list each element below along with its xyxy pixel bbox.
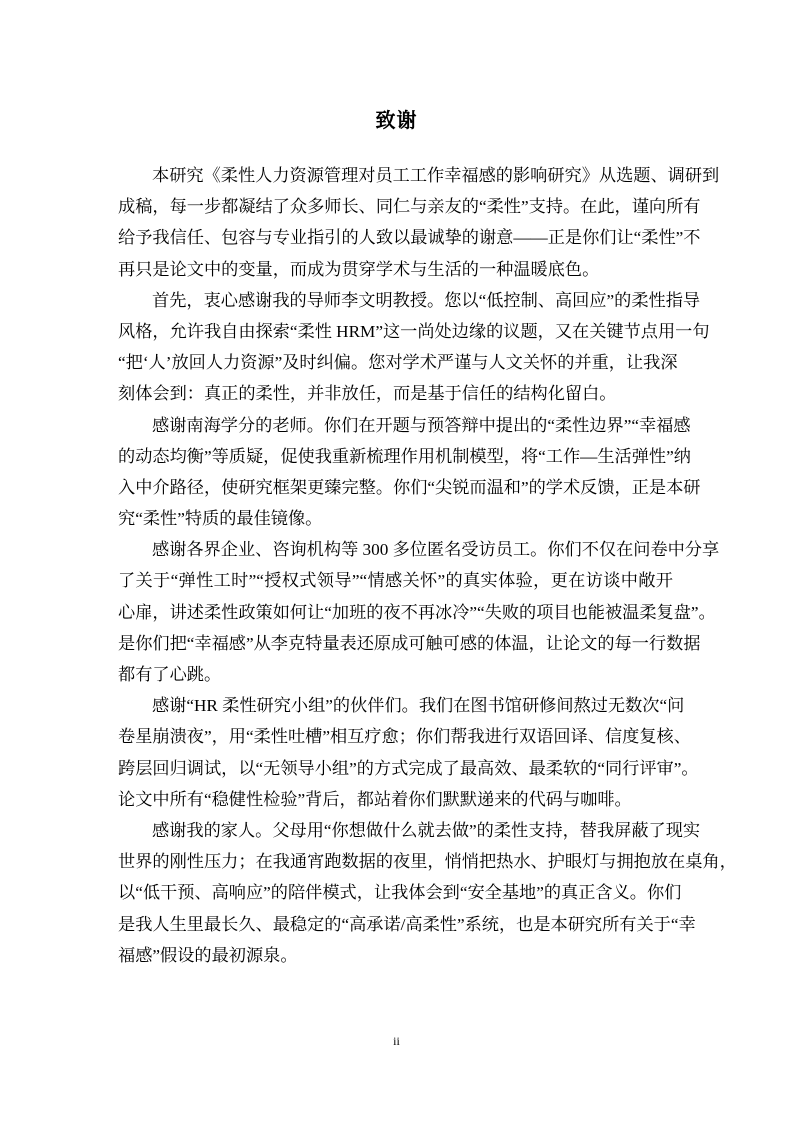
- paragraph-line: 首先，衷心感谢我的导师李文明教授。您以“低控制、高回应”的柔性指导: [152, 290, 701, 310]
- paragraph-line: 跨层回归调试，以“无领导小组”的方式完成了最高效、最柔软的“同行评审”。: [118, 758, 699, 778]
- paragraph-line: 再只是论文中的变量，而成为贯穿学术与生活的一种温暖底色。: [118, 259, 600, 279]
- paragraph: [118, 815, 737, 971]
- paragraph-line: 了关于“弹性工时”“授权式领导”“情感关怀”的真实体验，更在访谈中敞开: [118, 571, 673, 591]
- paragraph-line: 都有了心跳。: [118, 665, 222, 684]
- paragraph-line: 入中介路径，使研究框架更臻完整。你们“尖锐而温和”的学术反馈，正是本研: [118, 477, 701, 497]
- paragraph-line: 世界的刚性压力；在我通宵跑数据的夜里，悄悄把热水、护眼灯与拥抱放在桌角，: [118, 852, 737, 872]
- paragraph-line: 给予我信任、包容与专业指引的人致以最诚挚的谢意——正是你们让“柔性”不: [118, 228, 701, 248]
- paragraph-line: 是你们把“幸福感”从李克特量表还原成可触可感的体温，让论文的每一行数据: [118, 633, 701, 653]
- paragraph-line: 感谢各界企业、咨询机构等 300 多位匿名受访员工。你们不仅在问卷中分享: [152, 540, 720, 560]
- paragraph-line: 成稿，每一步都凝结了众多师长、同仁与亲友的“柔性”支持。在此，谨向所有: [118, 197, 701, 217]
- paragraph: [118, 534, 720, 690]
- paragraph-line: 心扉，讲述柔性政策如何让“加班的夜不再冰冷”“失败的项目也能被温柔复盘”。: [118, 602, 716, 622]
- paragraph-line: 福感”假设的最初源泉。: [118, 945, 298, 965]
- paragraph-line: 的动态均衡”等质疑，促使我重新梳理作用机制模型，将“工作—生活弹性”纳: [118, 446, 691, 466]
- paragraph-line: 感谢我的家人。父母用“你想做什么就去做”的柔性支持，替我屏蔽了现实: [152, 820, 701, 840]
- paragraph-line: “把‘人’放回人力资源”及时纠偏。您对学术严谨与人文关怀的并重，让我深: [118, 353, 678, 373]
- paragraph-line: 感谢“HR 柔性研究小组”的伙伴们。我们在图书馆研修间熬过无数次“问: [152, 696, 685, 716]
- paragraph-line: 是我人生里最长久、最稳定的“高承诺/高柔性”系统，也是本研究所有关于“幸: [118, 914, 696, 934]
- paragraph-line: 论文中所有“稳健性检验”背后，都站着你们默默递来的代码与咖啡。: [118, 789, 632, 809]
- paragraph-line: 刻体会到：真正的柔性，并非放任，而是基于信任的结构化留白。: [118, 384, 617, 404]
- page-title: 致谢: [375, 110, 418, 132]
- paragraph-line: 以“低干预、高响应”的陪伴模式，让我体会到“安全基地”的真正含义。你们: [118, 883, 682, 903]
- paragraph-line: 本研究《柔性人力资源管理对员工工作幸福感的影响研究》从选题、调研到: [152, 166, 720, 185]
- paragraph: [118, 160, 720, 285]
- paragraph: [118, 690, 699, 815]
- paragraph-line: 究“柔性”特质的最佳镜像。: [118, 509, 323, 529]
- paragraph-line: 风格，允许我自由探索“柔性 HRM”这一尚处边缘的议题，又在关键节点用一句: [118, 321, 710, 341]
- paragraph-line: 卷星崩溃夜”，用“柔性吐槽”相互疗愈；你们帮我进行双语回译、信度复核、: [118, 727, 691, 747]
- paragraph-line: 感谢南海学分的老师。你们在开题与预答辩中提出的“柔性边界”“幸福感: [152, 415, 691, 435]
- page-number: ii: [393, 1034, 400, 1048]
- acknowledgement-body: [118, 160, 737, 971]
- paragraph: [118, 410, 701, 535]
- paragraph: [118, 285, 710, 410]
